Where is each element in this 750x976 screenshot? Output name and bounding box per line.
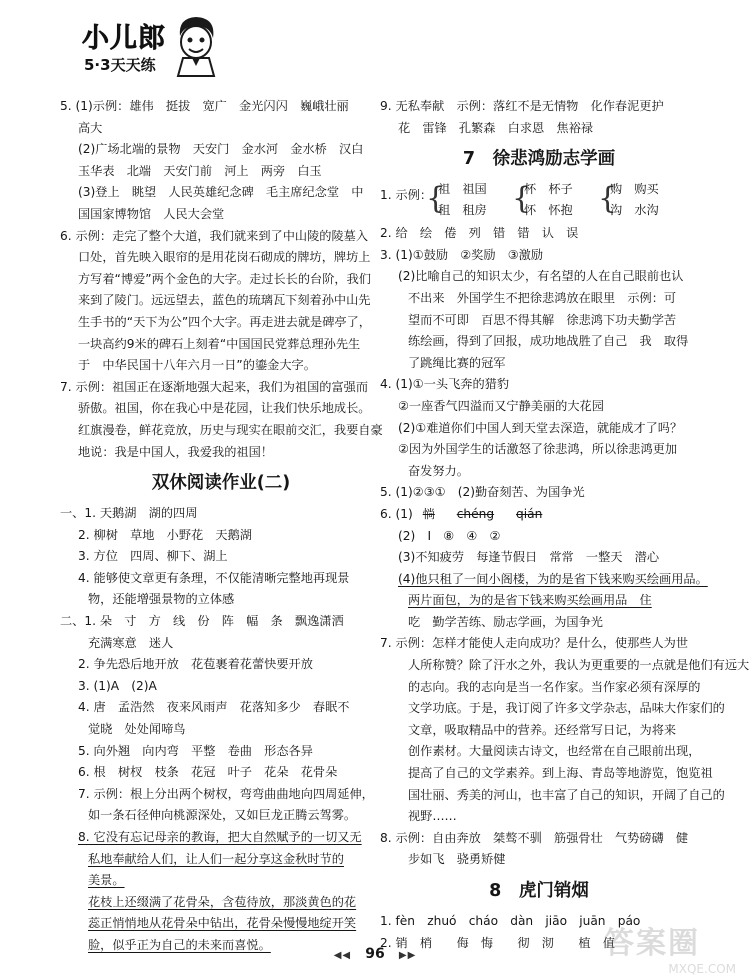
watermark-text: 答案圈: [604, 926, 700, 961]
answer-6-line: 吃 勤学苦练、励志学画，为国争光: [408, 614, 603, 629]
brace-icon: {: [598, 181, 618, 217]
pinyin-strike: qián: [515, 506, 543, 521]
answer-7-line: 视野……: [408, 809, 457, 824]
part-2-line: 4. 唐 孟浩然 夜来风雨声 花落知多少 春眠不: [78, 700, 350, 715]
answer-7-line: 国壮丽、秀美的河山，也丰富了自己的知识，开阔了自己的: [408, 787, 725, 802]
section-title-lesson-7: 7 徐悲鸿励志学画: [462, 149, 616, 170]
watermark-url: MXQE.COM: [668, 962, 736, 976]
boy-mascot-icon: [174, 14, 218, 78]
answer-7-line: 创作素材。大量阅读古诗文，也经常在自己眼前出现，: [408, 744, 701, 759]
part-2-line: 充满寒意 迷人: [88, 635, 174, 650]
answer-2-line: 2. 给 绘 倦 列 错 错 认 误: [380, 226, 579, 241]
answer-6-prefix: 6. (1): [380, 506, 413, 521]
answer-5-line: (3)登上 眺望 人民英雄纪念碑 毛主席纪念堂 中: [78, 185, 364, 200]
brace-icon: {: [426, 181, 446, 217]
char-pair: 祖 祖国: [438, 182, 487, 197]
answer-6-line: 于 中华民国十八年六月一日”的鎏金大字。: [78, 358, 316, 373]
answer-6-line: 口处，首先映入眼帘的是用花岗石砌成的牌坊，牌坊上: [78, 250, 371, 265]
part-1-line: 3. 方位 四周、柳下、湖上: [78, 549, 228, 564]
struck-character: 惝: [422, 506, 435, 521]
answer-6-line: 6. 示例：走完了整个大道，我们就来到了中山陵的陵墓入: [60, 228, 369, 243]
part-1-line: 物，还能增强景物的立体感: [88, 592, 235, 607]
character-pairs: [380, 179, 698, 223]
answer-5-line: 5. (1)示例：雄伟 挺拔 宽广 金光闪闪 巍峨壮丽: [60, 99, 349, 113]
answer-3-line: 了跳绳比赛的冠军: [408, 355, 506, 370]
answer-4-line: 4. (1)①一头飞奔的猎豹: [380, 377, 510, 392]
char-pair: 购 购买: [610, 182, 659, 197]
answer-3-line: 不出来 外国学生不把徐悲鸿放在眼里 示例：可: [408, 290, 677, 305]
char-pair: 租 租房: [438, 203, 487, 218]
answer-7-line: 文章，吸取精品中的营养。还经常写日记，为将来: [408, 722, 677, 737]
page-arrows-left-icon: ◀◀: [333, 950, 352, 961]
watermark-logo: [604, 918, 744, 976]
underlined-answer-line: 两片面包，为的是省下钱来购买绘画用品 住: [408, 593, 652, 608]
part-2-line: 如一条石径伸向桃源深处，又如巨龙正腾云驾雾。: [88, 808, 357, 823]
part-2-line: 觉晓 处处闻啼鸟: [88, 722, 186, 737]
answer-4-line: (2)①难道你们中国人到天堂去深造，就能成才了吗？: [398, 420, 683, 435]
answer-9-line: 花 雷锋 孔繁森 白求恩 焦裕禄: [398, 120, 593, 135]
answer-6-line: (3)不知疲劳 每逢节假日 常常 一整天 潜心: [398, 550, 660, 565]
answer-6-line: 方写着“博爱”两个金色的大字。走过长长的台阶，我们: [78, 271, 371, 286]
underlined-answer-line: (4)他只租了一间小阁楼，为的是省下钱来购买绘画用品。: [398, 571, 708, 586]
pinyin-strike: chéng: [456, 506, 495, 521]
answer-3-line: (2)比喻自己的知识太少，有名望的人在自己眼前也认: [398, 269, 684, 284]
logo: [82, 14, 222, 92]
answer-3-line: 练绘画，得到了回报，成功地战胜了自己 我 取得: [408, 334, 689, 349]
part-2-line: 2. 争先恐后地开放 花苞裹着花蕾快要开放: [78, 657, 313, 672]
logo-subtitle: 5·3天天练: [84, 56, 156, 74]
part-2-line: 5. 向外翘 向内弯 平整 卷曲 形态各异: [78, 743, 313, 758]
part-2-line: 3. (1)A (2)A: [78, 678, 157, 693]
answer-7-line: 7. 示例：祖国正在逐渐地强大起来，我们为祖国的富强而: [60, 379, 369, 394]
underlined-answer-line: 美景。: [88, 873, 125, 888]
answer-4-line: ②因为外国学生的话激怒了徐悲鸿，所以徐悲鸿更加: [398, 442, 678, 457]
underlined-answer-line: 花枝上还缀满了花骨朵，含苞待放，那淡黄色的花: [88, 894, 357, 909]
answer-5-line: (2)广场北端的景物 天安门 金水河 金水桥 汉白: [78, 142, 364, 157]
question-1-prefix: 1. 示例：: [380, 188, 433, 203]
underlined-answer-line: 私地奉献给人们，让人们一起分享这金秋时节的: [88, 851, 344, 866]
part-1-line: 2. 柳树 草地 小野花 天鹅湖: [78, 527, 252, 542]
brace-icon: {: [512, 181, 532, 217]
pinyin-answer-line: 1. fèn zhuó cháo dàn jiāo juān páo: [380, 914, 641, 928]
section-title-weekend-reading: 双休阅读作业(二): [151, 473, 291, 494]
answer-5-line: 玉华表 北端 天安门前 河上 两旁 白玉: [78, 163, 322, 178]
char-pair: 杯 杯子: [524, 182, 573, 197]
answer-7-line: 7. 示例：怎样才能使人走向成功？是什么，使那些人为世: [380, 636, 689, 651]
answer-4-line: 奋发努力。: [408, 463, 469, 478]
answer-6-line: 来到了陵门。远远望去，蓝色的琉璃瓦下刻着孙中山先: [78, 293, 371, 308]
answer-3-line: 3. (1)①鼓励 ②奖励 ③激励: [380, 247, 544, 262]
left-column: [60, 96, 382, 957]
answer-7-line: 红旗漫卷，鲜花竞放，历史与现实在眼前交汇，我要自豪: [78, 422, 383, 437]
underlined-answer-line: 蕊正悄悄地从花骨朵中钻出，花骨朵慢慢地绽开笑: [88, 916, 357, 931]
answer-7-line: 人所称赞？除了汗水之外，我认为更重要的一点就是他们有远大: [408, 658, 750, 673]
part-2-line: 二、1. 朵 寸 方 线 份 阵 幅 条 飘逸潇洒: [60, 614, 344, 629]
char-pair: 沟 水沟: [610, 203, 659, 218]
answer-6-line: 一块高约9米的碑石上刻着“中国国民党葬总理孙先生: [78, 336, 361, 351]
page-arrows-right-icon: ▶▶: [398, 950, 417, 961]
right-column: [380, 96, 750, 954]
answer-5-line: 国国家博物馆 人民大会堂: [78, 206, 225, 221]
part-1-line: 4. 能够使文章更有条理，不仅能清晰完整地再现景: [78, 570, 350, 585]
part-2-line: 7. 示例：根上分出两个树杈，弯弯曲曲地向四周延伸，: [78, 786, 374, 801]
answer-6-pinyin-line: [380, 504, 698, 526]
answer-2-line: 2. 销 梢 侮 悔 彻 沏 植 值: [380, 935, 615, 950]
answer-7-line: 的志向。我的志向是当一名作家。当作家必须有深厚的: [408, 679, 701, 694]
underlined-answer-line: 脸，似乎正为自己的未来而喜悦。: [88, 937, 271, 952]
answer-8-line: 步如飞 骁勇矫健: [408, 852, 506, 867]
underlined-answer-line: 8. 它没有忘记母亲的教诲，把大自然赋予的一切又无: [78, 830, 362, 844]
answer-9-line: 9. 无私奉献 示例：落红不是无情物 化作春泥更护: [380, 99, 664, 113]
answer-7-line: 地说：我是中国人，我爱我的祖国！: [78, 444, 273, 459]
answer-7-line: 骄傲。祖国，你在我心中是花园，让我们快乐地成长。: [78, 401, 371, 416]
answer-6-line: 生手书的“天下为公”四个大字。再走进去就是碑亭了，: [78, 314, 371, 329]
section-title-lesson-8: 8 虎门销烟: [489, 881, 589, 901]
char-pair: 怀 怀抱: [524, 203, 573, 218]
page-number: 96: [365, 946, 385, 962]
answer-7-line: 提高了自己的文学素养。到上海、青岛等地游览，饱览祖: [408, 766, 713, 781]
logo-title: 小儿郎: [82, 23, 166, 54]
answer-8-line: 8. 示例：自由奔放 桀骜不驯 筋强骨壮 气势磅礴 健: [380, 830, 689, 845]
answer-7-line: 文学功底。于是，我订阅了许多文学杂志，品味大作家们的: [408, 701, 725, 716]
answer-3-line: 望而不可即 百思不得其解 徐悲鸿下功夫勤学苦: [408, 312, 677, 327]
answer-5-line: 高大: [78, 120, 103, 135]
answer-4-line: ②一座香气四溢而又宁静美丽的大花园: [398, 398, 604, 413]
answer-5-line: 5. (1)②③① (2)勤奋刻苦、为国争光: [380, 485, 585, 500]
part-2-line: 6. 根 树杈 枝条 花冠 叶子 花朵 花骨朵: [78, 765, 338, 780]
part-1-line: 一、1. 天鹅湖 湖的四周: [60, 506, 198, 521]
answer-6-line: (2) Ⅰ ⑧ ④ ②: [398, 528, 501, 543]
